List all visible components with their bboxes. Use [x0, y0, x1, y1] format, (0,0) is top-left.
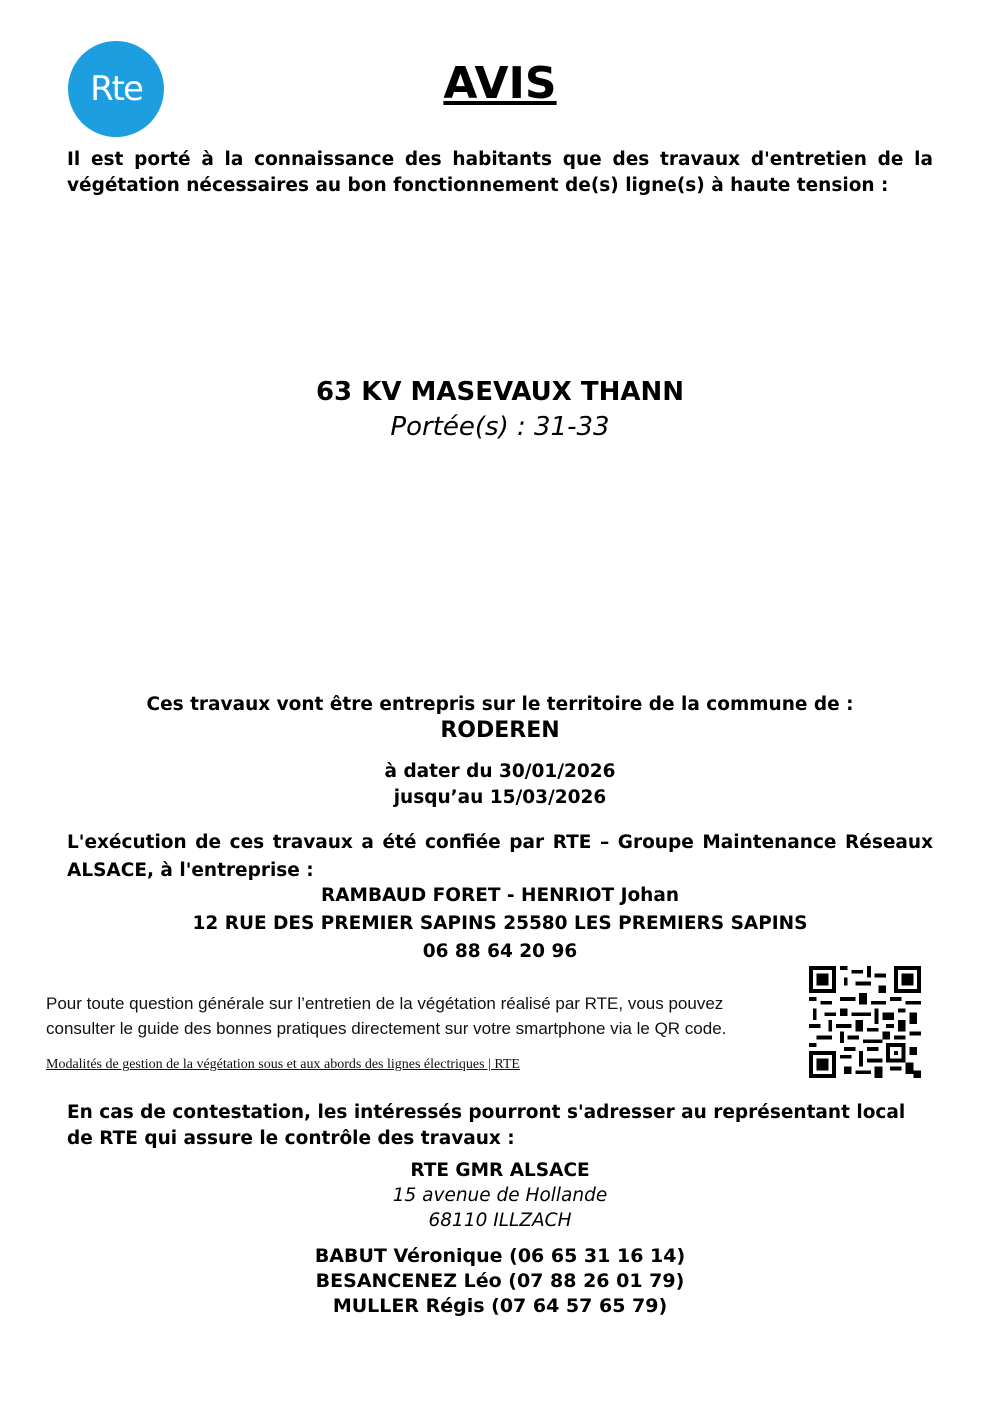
page-title: AVIS — [443, 58, 557, 109]
rte-local-name: RTE GMR ALSACE — [410, 1160, 590, 1181]
contact-3: MULLER Régis (07 64 57 65 79) — [332, 1295, 668, 1317]
guide-text-line1: Pour toute question générale sur l’entretien de la végétation réalisé par RTE, vous pouvez — [46, 994, 724, 1013]
commune-name: RODEREN — [440, 718, 560, 743]
company-phone: 06 88 64 20 96 — [422, 941, 578, 962]
end-date: jusqu’au 15/03/2026 — [393, 787, 607, 808]
contestation-paragraph: En cas de contestation, les intéressés pourront s'adresser au représentant local de RTE qui assure le contrôle des travaux : — [67, 1102, 906, 1149]
guide-text-line2: consulter le guide des bonnes pratiques directement sur votre smartphone via le QR code. — [46, 1019, 727, 1038]
contact-1: BABUT Véronique (06 65 31 16 14) — [314, 1245, 686, 1267]
company-name: RAMBAUD FORET - HENRIOT Johan — [320, 885, 679, 906]
guide-text — [46, 991, 791, 1041]
commune-intro: Ces travaux vont être entrepris sur le territoire de la commune de : — [146, 694, 854, 715]
execution-paragraph: L'exécution de ces travaux a été confiée par RTE – Groupe Maintenance Réseaux ALSACE, à l'entreprise : — [67, 832, 933, 881]
company-address: 12 RUE DES PREMIER SAPINS 25580 LES PREMIERS SAPINS — [192, 913, 808, 934]
start-date: à dater du 30/01/2026 — [384, 761, 616, 782]
guide-link[interactable]: Modalités de gestion de la végétation sous et aux abords des lignes électriques | RTE — [46, 1057, 520, 1072]
intro-paragraph: Il est porté à la connaissance des habitants que des travaux d'entretien de la végétation nécessaires au bon fonctionnement de(s) ligne(s) à haute tension : — [67, 149, 933, 196]
rte-local-street: 15 avenue de Hollande — [392, 1185, 608, 1206]
line-spans: Portée(s) : 31-33 — [390, 412, 610, 442]
qr-code-icon[interactable] — [808, 966, 922, 1078]
line-name: 63 KV MASEVAUX THANN — [315, 377, 685, 407]
rte-logo-text: Rte — [90, 69, 142, 109]
rte-local-city: 68110 ILLZACH — [428, 1210, 572, 1231]
contact-2: BESANCENEZ Léo (07 88 26 01 79) — [315, 1270, 685, 1292]
